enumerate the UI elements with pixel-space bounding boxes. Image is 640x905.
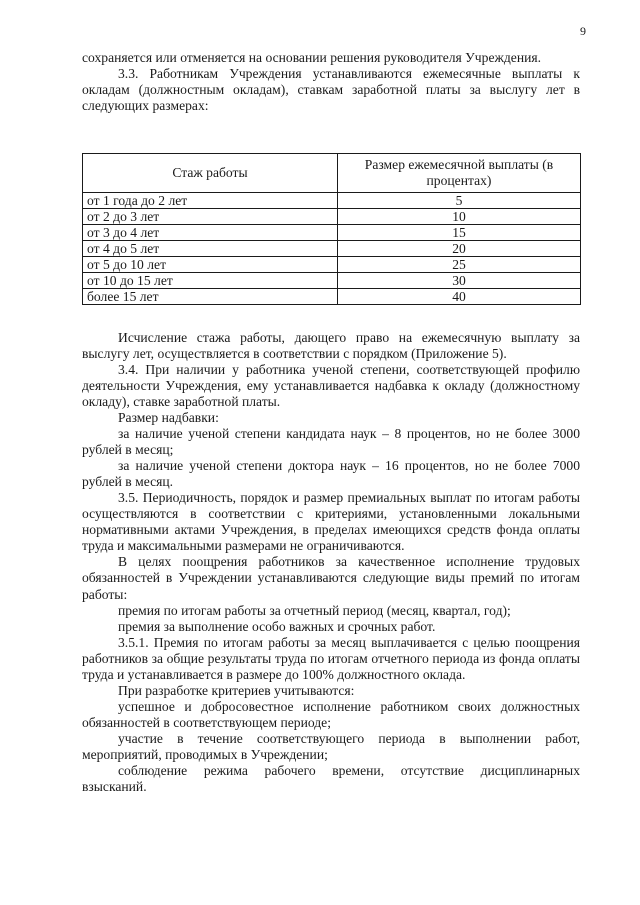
paragraph-doctor: за наличие ученой степени доктора наук – 16 процентов, но не более 7000 рублей в месяц.	[82, 458, 580, 490]
paragraph-criteria: При разработке критериев учитываются:	[118, 682, 355, 698]
cell-percent: 25	[338, 257, 581, 273]
cell-percent: 20	[338, 241, 581, 257]
paragraph-candidate: за наличие ученой степени кандидата наук – 8 процентов, но не более 3000 рублей в месяц;	[82, 426, 580, 458]
cell-percent: 10	[338, 209, 581, 225]
cell-period: от 2 до 3 лет	[83, 209, 338, 225]
cell-period: от 1 года до 2 лет	[83, 193, 338, 209]
paragraph-premium-1: премия по итогам работы за отчетный период (месяц, квартал, год);	[118, 602, 511, 618]
table-row	[83, 289, 581, 305]
paragraph-3-5: 3.5. Периодичность, порядок и размер премиальных выплат по итогам работы осуществляются в соответствии с критериями, установленными локальными нормативными актами Учреждения, в пределах имеющихся средств фонда оплаты труда и максимальными размерами не ограничиваются.	[82, 490, 580, 554]
cell-percent: 40	[338, 289, 581, 305]
intro-paragraph: сохраняется или отменяется на основании решения руководителя Учреждения.	[82, 50, 542, 65]
seniority-table	[82, 153, 581, 305]
cell-period: от 5 до 10 лет	[83, 257, 338, 273]
paragraph-3-4: 3.4. При наличии у работника ученой степени, соответствующей профилю деятельности Учреждения, ему устанавливается надбавка к окладу (должностному окладу), ставке заработной платы.	[82, 362, 580, 410]
cell-period: от 4 до 5 лет	[83, 241, 338, 257]
table-header-row	[83, 154, 581, 193]
paragraph-3-5-1: 3.5.1. Премия по итогам работы за месяц выплачивается с целью поощрения работников за общие результаты труда по итогам отчетного периода из фонда оплаты труда и устанавливается в размере до 100% должностного оклада.	[82, 634, 580, 682]
cell-percent: 5	[338, 193, 581, 209]
paragraph-criterion-1: успешное и добросовестное исполнение работником своих должностных обязанностей в соответствующем периоде;	[82, 698, 580, 730]
col-header-seniority: Стаж работы	[83, 154, 338, 193]
paragraph-criterion-3: соблюдение режима рабочего времени, отсутствие дисциплинарных взысканий.	[82, 762, 580, 794]
paragraph-calc: Исчисление стажа работы, дающего право на ежемесячную выплату за выслугу лет, осуществляется в соответствии с порядком (Приложение 5).	[82, 330, 580, 362]
cell-percent: 15	[338, 225, 581, 241]
top-text	[82, 50, 580, 114]
col-header-payment: Размер ежемесячной выплаты (в процентах)	[338, 154, 581, 193]
cell-period: от 3 до 4 лет	[83, 225, 338, 241]
main-text	[82, 330, 580, 795]
table-row	[83, 241, 581, 257]
paragraph-premium-2: премия за выполнение особо важных и срочных работ.	[118, 618, 436, 634]
paragraph-criterion-2: участие в течение соответствующего периода в выполнении работ, мероприятий, проводимых в Учреждении;	[82, 730, 580, 762]
table-row	[83, 209, 581, 225]
table-row	[83, 193, 581, 209]
paragraph-size: Размер надбавки:	[118, 410, 219, 426]
table-row	[83, 257, 581, 273]
cell-period: более 15 лет	[83, 289, 338, 305]
cell-percent: 30	[338, 273, 581, 289]
paragraph-3-3: 3.3. Работникам Учреждения устанавливаются ежемесячные выплаты к окладам (должностным окладам), ставкам заработной платы за выслугу лет в следующих размерах:	[82, 66, 580, 114]
paragraph-goals: В целях поощрения работников за качественное исполнение трудовых обязанностей в Учреждении устанавливаются следующие виды премий по итогам работы:	[82, 554, 580, 602]
table-row	[83, 273, 581, 289]
cell-period: от 10 до 15 лет	[83, 273, 338, 289]
page-number: 9	[580, 24, 586, 38]
table-row	[83, 225, 581, 241]
